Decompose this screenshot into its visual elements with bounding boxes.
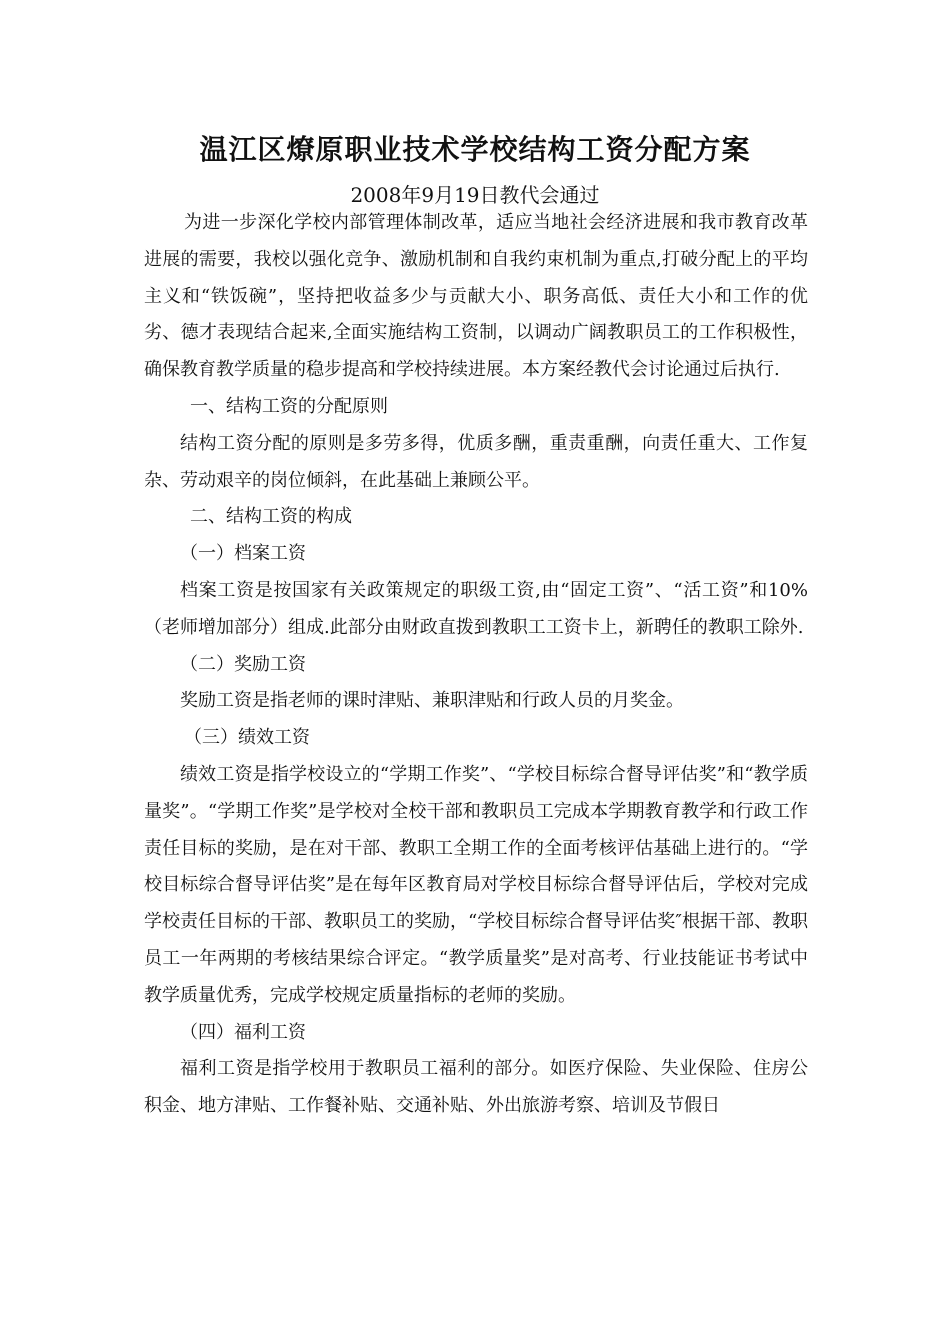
intro-paragraph: 为进一步深化学校内部管理体制改革，适应当地社会经济进展和我市教育改革进展的需要，我校以强化竞争、激励机制和自我约束机制为重点,打破分配上的平均主义和“铁饭碗”，坚持把收益多少与贡献大小、职务高低、责任大小和工作的优劣、德才表现结合起来,全面实施结构工资制，以调动广阔教职员工的工作积极性，确保教育教学质量的稳步提高和学校持续进展。本方案经教代会讨论通过后执行. — [144, 212, 808, 381]
document-subtitle: 2008年9月19日教代会通过 — [350, 183, 600, 207]
part-4-heading: （四）福利工资 — [180, 1021, 306, 1043]
document-title: 温江区燎原职业技术学校结构工资分配方案 — [199, 133, 751, 166]
part-3-heading: （三）绩效工资 — [184, 727, 310, 749]
part-3-paragraph: 绩效工资是指学校设立的“学期工作奖”、“学校目标综合督导评估奖”和“教学质量奖”。“学期工作奖”是学校对全校干部和教职员工完成本学期教育教学和行政工作责任目标的奖励，是在对干部、教职工全期工作的全面考核评估基础上进行的。“学校目标综合督导评估奖”是在每年区教育局对学校目标综合督导评估后，学校对完成学校责任目标的干部、教职员工的奖励，“学校目标综合督导评估奖″根据干部、教职员工一年两期的考核结果综合评定。“教学质量奖”是对高考、行业技能证书考试中教学质量优秀，完成学校规定质量指标的老师的奖励。 — [144, 763, 808, 1006]
part-1-paragraph: 档案工资是按国家有关政策规定的职级工资,由“固定工资”、“活工资”和10%（老师增加部分）组成.此部分由财政直拨到教职工工资卡上，新聘任的教职工除外. — [144, 579, 808, 638]
part-4-paragraph: 福利工资是指学校用于教职员工福利的部分。如医疗保险、失业保险、住房公积金、地方津贴、工作餐补贴、交通补贴、外出旅游考察、培训及节假日 — [144, 1058, 808, 1117]
section-1-paragraph: 结构工资分配的原则是多劳多得，优质多酬，重责重酬，向责任重大、工作复杂、劳动艰辛的岗位倾斜，在此基础上兼顾公平。 — [144, 432, 808, 491]
document-body — [144, 205, 808, 1125]
part-2-heading: （二）奖励工资 — [180, 653, 306, 675]
section-2-heading: 二、结构工资的构成 — [190, 506, 352, 528]
part-1-heading: （一）档案工资 — [180, 543, 306, 565]
part-2-paragraph: 奖励工资是指老师的课时津贴、兼职津贴和行政人员的月奖金。 — [180, 690, 684, 712]
section-1-heading: 一、结构工资的分配原则 — [190, 395, 388, 417]
